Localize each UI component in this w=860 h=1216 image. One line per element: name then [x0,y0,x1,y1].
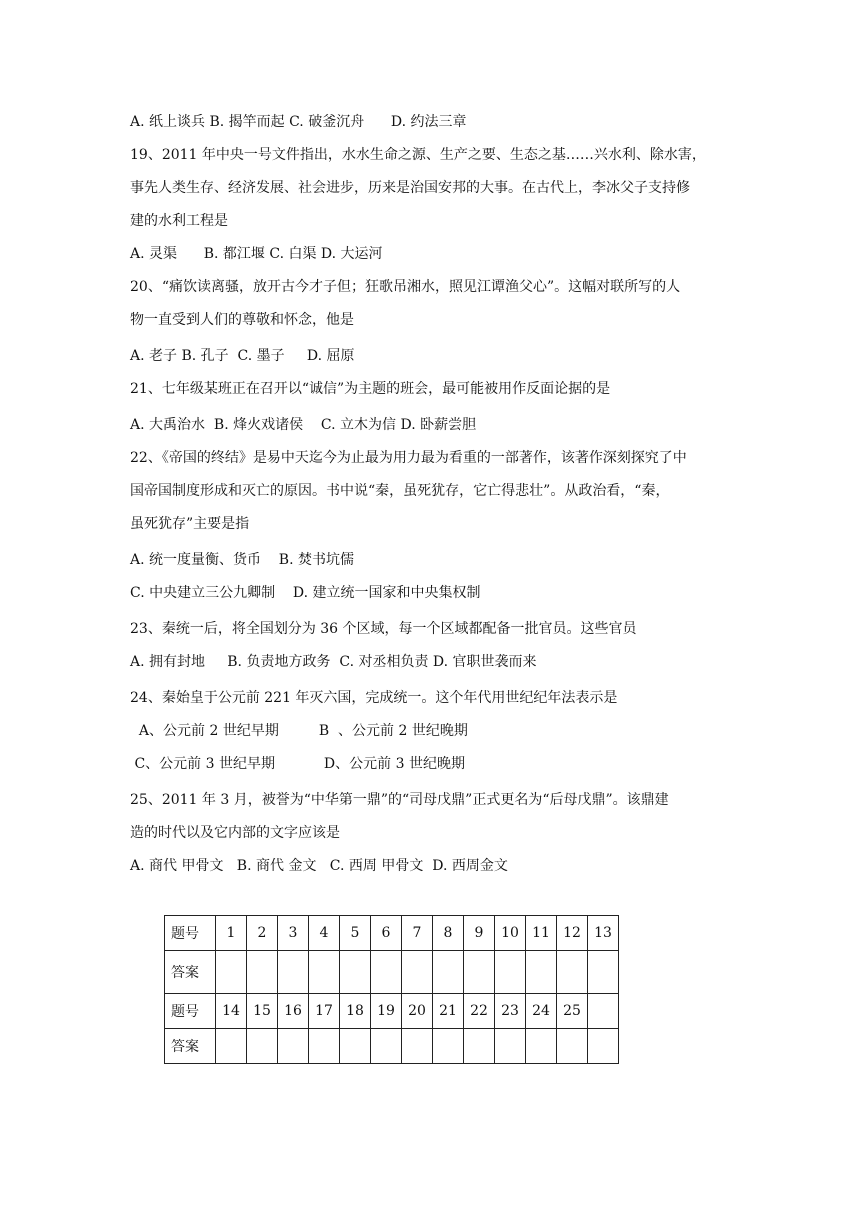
table-row-answers-1 [165,951,619,994]
question-number-cell: 5 [340,916,371,951]
question-number-cell: 25 [557,994,588,1029]
answer-cell[interactable] [433,951,464,994]
question-number-cell: 12 [557,916,588,951]
question-number-cell: 2 [247,916,278,951]
answer-cell[interactable] [557,951,588,994]
answer-cell[interactable] [402,1029,433,1064]
question-number-cell: 7 [402,916,433,951]
answer-cell[interactable] [278,951,309,994]
answer-cell[interactable] [247,1029,278,1064]
answer-cell[interactable] [340,951,371,994]
question-number-cell: 16 [278,994,309,1029]
question-number-cell [588,994,619,1029]
table-row-numbers-1 [165,916,619,951]
question-number-cell: 13 [588,916,619,951]
question-number-cell: 8 [433,916,464,951]
answer-cell[interactable] [371,951,402,994]
q24-text: 24、秦始皇于公元前 221 年灭六国，完成统一。这个年代用世纪纪年法表示是 [130,690,618,706]
q22-options-cd: C. 中央建立三公九卿制 D. 建立统一国家和中央集权制 [130,585,481,601]
answer-cell[interactable] [526,951,557,994]
answer-cell[interactable] [433,1029,464,1064]
answer-cell[interactable] [247,951,278,994]
row-label-answer: 答案 [165,1029,216,1064]
question-number-cell: 24 [526,994,557,1029]
q21-text: 21、七年级某班正在召开以“诚信”为主题的班会，最可能被用作反面论据的是 [130,381,611,397]
q25-text-line-1: 25、2011 年 3 月，被誉为“中华第一鼎”的“司母戊鼎”正式更名为“后母戊鼎”。该鼎建 [130,792,669,808]
q24-options-ab: A、公元前 2 世纪早期 B 、公元前 2 世纪晚期 [130,723,468,739]
answer-cell[interactable] [340,1029,371,1064]
question-number-cell: 3 [278,916,309,951]
question-number-cell: 4 [309,916,340,951]
question-number-cell: 21 [433,994,464,1029]
q21-options: A. 大禹治水 B. 烽火戏诸侯 C. 立木为信 D. 卧薪尝胆 [130,417,477,433]
question-number-cell: 10 [495,916,526,951]
question-number-cell: 19 [371,994,402,1029]
question-number-cell: 15 [247,994,278,1029]
question-number-cell: 20 [402,994,433,1029]
q20-options: A. 老子 B. 孔子 C. 墨子 D. 屈原 [130,348,355,364]
answer-cell[interactable] [216,1029,247,1064]
answer-cell[interactable] [371,1029,402,1064]
answer-cell[interactable] [588,951,619,994]
q25-text-line-2: 造的时代以及它内部的文字应该是 [130,825,340,841]
q25-options: A. 商代 甲骨文 B. 商代 金文 C. 西周 甲骨文 D. 西周金文 [130,858,508,874]
question-number-cell: 23 [495,994,526,1029]
question-number-cell: 9 [464,916,495,951]
q19-text-line-3: 建的水利工程是 [130,213,228,229]
answer-table [164,915,619,1064]
question-number-cell: 6 [371,916,402,951]
answer-cell[interactable] [309,951,340,994]
answer-cell[interactable] [216,951,247,994]
table-row-answers-2 [165,1029,619,1064]
answer-cell[interactable] [588,1029,619,1064]
question-number-cell: 11 [526,916,557,951]
row-label-number: 题号 [165,994,216,1029]
question-number-cell: 18 [340,994,371,1029]
q24-options-cd: C、公元前 3 世纪早期 D、公元前 3 世纪晚期 [130,756,465,772]
q23-options: A. 拥有封地 B. 负责地方政务 C. 对丞相负责 D. 官职世袭而来 [130,654,537,670]
answer-cell[interactable] [495,1029,526,1064]
question-number-cell: 14 [216,994,247,1029]
answer-cell[interactable] [495,951,526,994]
answer-cell[interactable] [402,951,433,994]
q23-text: 23、秦统一后，将全国划分为 36 个区域，每一个区域都配备一批官员。这些官员 [130,621,637,637]
answer-cell[interactable] [464,951,495,994]
answer-cell[interactable] [557,1029,588,1064]
q19-text-line-1: 19、2011 年中央一号文件指出，水水生命之源、生产之要、生态之基……兴水利、除水害， [130,147,706,163]
q22-options-ab: A. 统一度量衡、货币 B. 焚书坑儒 [130,552,354,568]
q22-text-line-1: 22、《帝国的终结》是易中天迄今为止最为用力最为看重的一部著作，该著作深刻探究了中 [130,450,687,466]
question-number-cell: 22 [464,994,495,1029]
q18-options: A. 纸上谈兵 B. 揭竿而起 C. 破釜沉舟 D. 约法三章 [130,114,467,130]
q20-text-line-1: 20、“痛饮读离骚，放开古今才子但；狂歌吊湘水，照见江谭渔父心”。这幅对联所写的人 [130,279,681,295]
q22-text-line-2: 国帝国制度形成和灭亡的原因。书中说“秦，虽死犹存，它亡得悲壮”。从政治看，“秦， [130,483,670,499]
q20-text-line-2: 物一直受到人们的尊敬和怀念，他是 [130,312,354,328]
question-number-cell: 1 [216,916,247,951]
question-number-cell: 17 [309,994,340,1029]
q19-options: A. 灵渠 B. 都江堰 C. 白渠 D. 大运河 [130,246,383,262]
q19-text-line-2: 事先人类生存、经济发展、社会进步，历来是治国安邦的大事。在古代上，李冰父子支持修 [130,180,690,196]
q22-text-line-3: 虽死犹存”主要是指 [130,516,250,532]
row-label-answer: 答案 [165,951,216,994]
row-label-number: 题号 [165,916,216,951]
answer-cell[interactable] [309,1029,340,1064]
answer-cell[interactable] [464,1029,495,1064]
table-row-numbers-2 [165,994,619,1029]
answer-cell[interactable] [278,1029,309,1064]
answer-cell[interactable] [526,1029,557,1064]
